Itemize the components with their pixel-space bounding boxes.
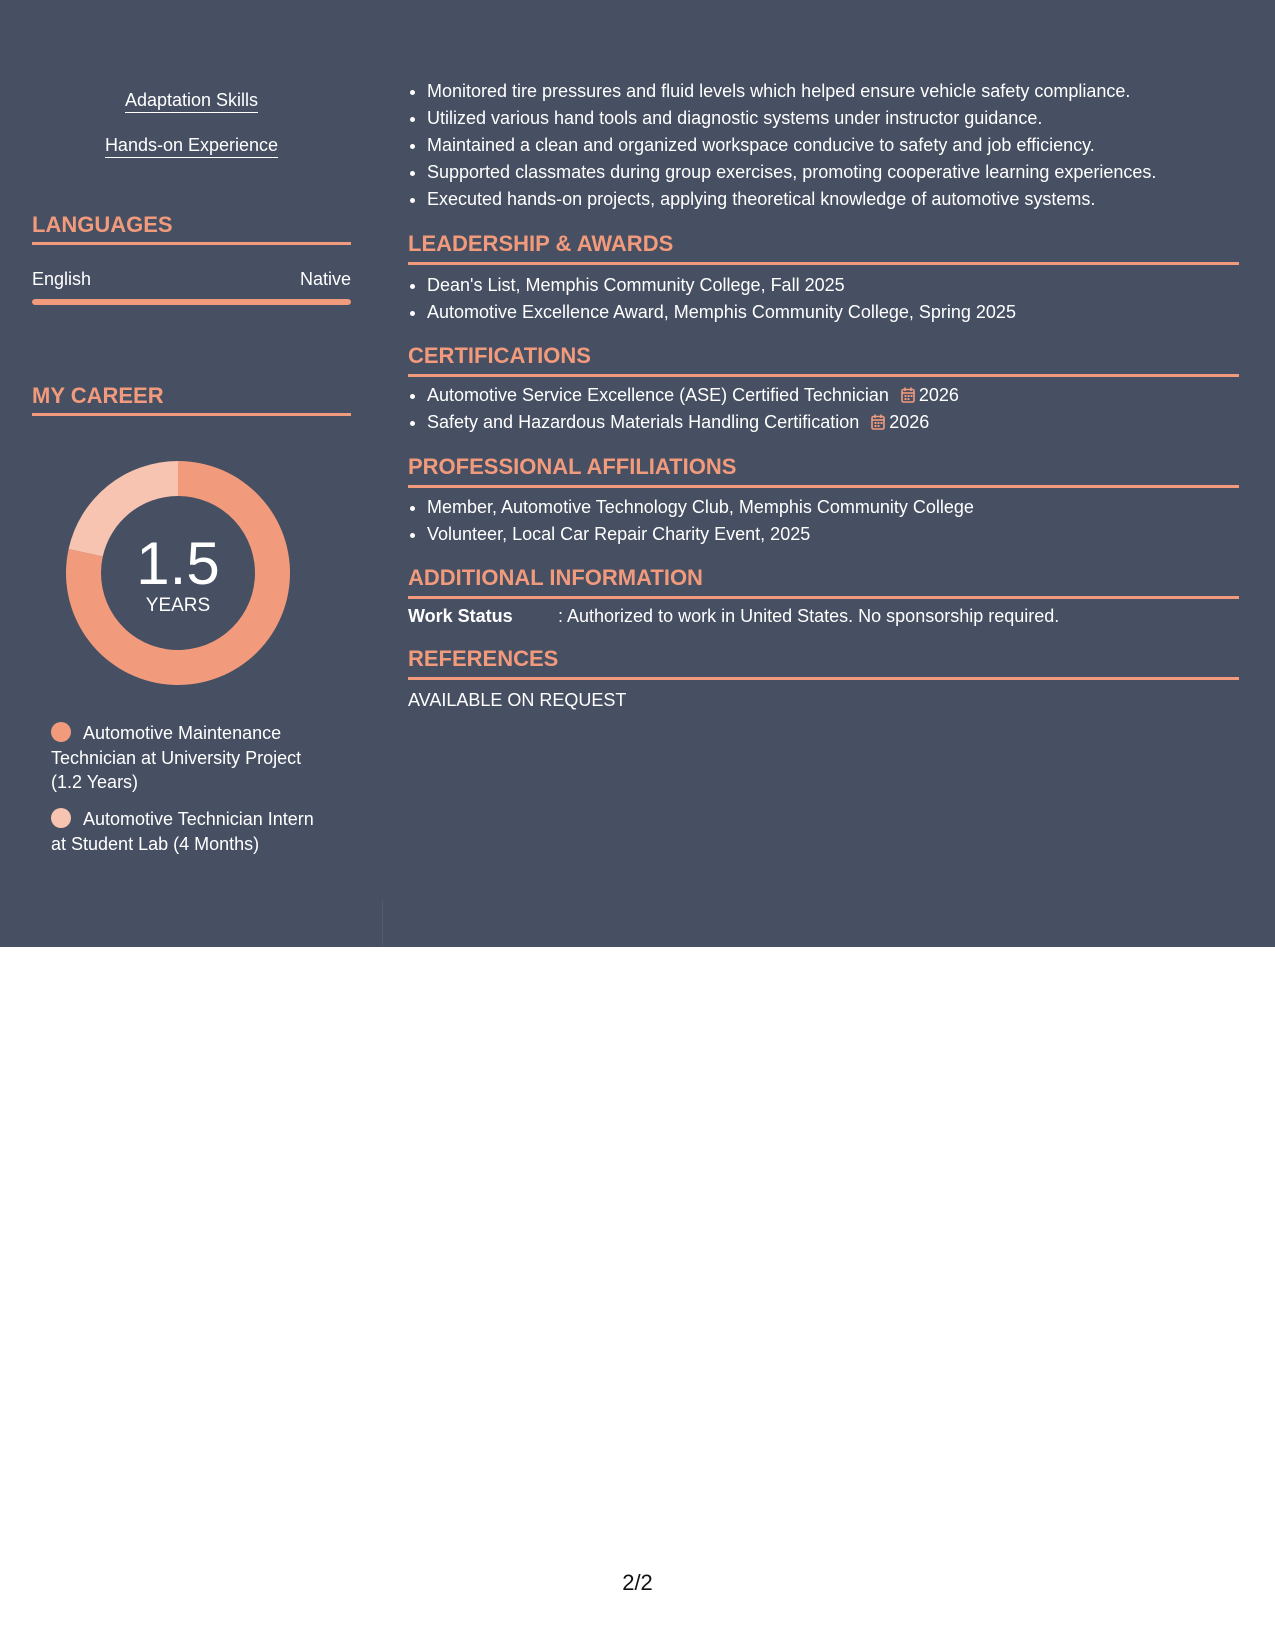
affiliations-list (408, 494, 974, 548)
certifications-heading: CERTIFICATIONS (408, 343, 1239, 377)
career-donut-chart (66, 461, 290, 685)
leadership-item: • Dean's List, Memphis Community College, Fall 2025 (427, 272, 1016, 299)
languages-heading: LANGUAGES (32, 212, 351, 245)
experience-bullet: • Supported classmates during group exercises, promoting cooperative learning experiences. (427, 159, 1156, 186)
experience-bullet: • Executed hands-on projects, applying theoretical knowledge of automotive systems. (427, 186, 1156, 213)
certification-item (427, 409, 959, 436)
language-level: Native (299, 269, 351, 289)
career-legend-item (51, 721, 331, 795)
references-text: AVAILABLE ON REQUEST (408, 690, 627, 710)
work-status-row (408, 604, 1059, 628)
career-legend-item (51, 807, 331, 856)
language-name: English (32, 269, 92, 289)
language-proficiency-bar (32, 299, 351, 305)
affiliation-item: • Member, Automotive Technology Club, Memphis Community College (427, 494, 974, 521)
legend-dot-icon (51, 808, 71, 828)
leadership-heading: LEADERSHIP & AWARDS (408, 231, 1239, 265)
certifications-list (408, 382, 959, 436)
language-proficiency-fill (32, 299, 351, 305)
certification-year: 2026 (918, 385, 959, 405)
career-total-unit: YEARS (145, 595, 211, 616)
skill-item (32, 133, 351, 157)
skill-item (32, 88, 351, 112)
certification-name: Safety and Hazardous Materials Handling Certification (427, 412, 860, 432)
skill-label: Hands-on Experience (105, 135, 278, 158)
work-status-label: Work Status (408, 606, 513, 626)
skill-label: Adaptation Skills (125, 90, 258, 113)
experience-bullet: • Utilized various hand tools and diagnostic systems under instructor guidance. (427, 105, 1156, 132)
experience-bullet: • Maintained a clean and organized workspace conducive to safety and job efficiency. (427, 132, 1156, 159)
language-row (32, 267, 351, 291)
column-divider (382, 900, 383, 947)
references-heading: REFERENCES (408, 646, 1239, 680)
calendar-icon (871, 414, 885, 430)
experience-bullet-list (408, 78, 1156, 213)
additional-info-heading: ADDITIONAL INFORMATION (408, 565, 1239, 599)
career-heading: MY CAREER (32, 383, 351, 416)
certification-name: Automotive Service Excellence (ASE) Certified Technician (427, 385, 889, 405)
certification-item (427, 382, 959, 409)
affiliation-item: • Volunteer, Local Car Repair Charity Event, 2025 (427, 521, 974, 548)
career-legend-label: Automotive Technician Intern at Student Lab (4 Months) (51, 809, 314, 854)
experience-bullet: • Monitored tire pressures and fluid levels which helped ensure vehicle safety compliance. (427, 78, 1156, 105)
leadership-list (408, 272, 1016, 326)
certification-year: 2026 (889, 412, 930, 432)
career-total-value: 1.5 (136, 530, 220, 597)
leadership-item: • Automotive Excellence Award, Memphis Community College, Spring 2025 (427, 299, 1016, 326)
career-legend-label: Automotive Maintenance Technician at University Project (1.2 Years) (51, 723, 302, 792)
affiliations-heading: PROFESSIONAL AFFILIATIONS (408, 454, 1239, 488)
work-status-value: : Authorized to work in United States. No sponsorship required. (558, 606, 1060, 626)
legend-dot-icon (51, 722, 71, 742)
page-number: 2/2 (622, 1570, 653, 1595)
calendar-icon (901, 387, 915, 403)
